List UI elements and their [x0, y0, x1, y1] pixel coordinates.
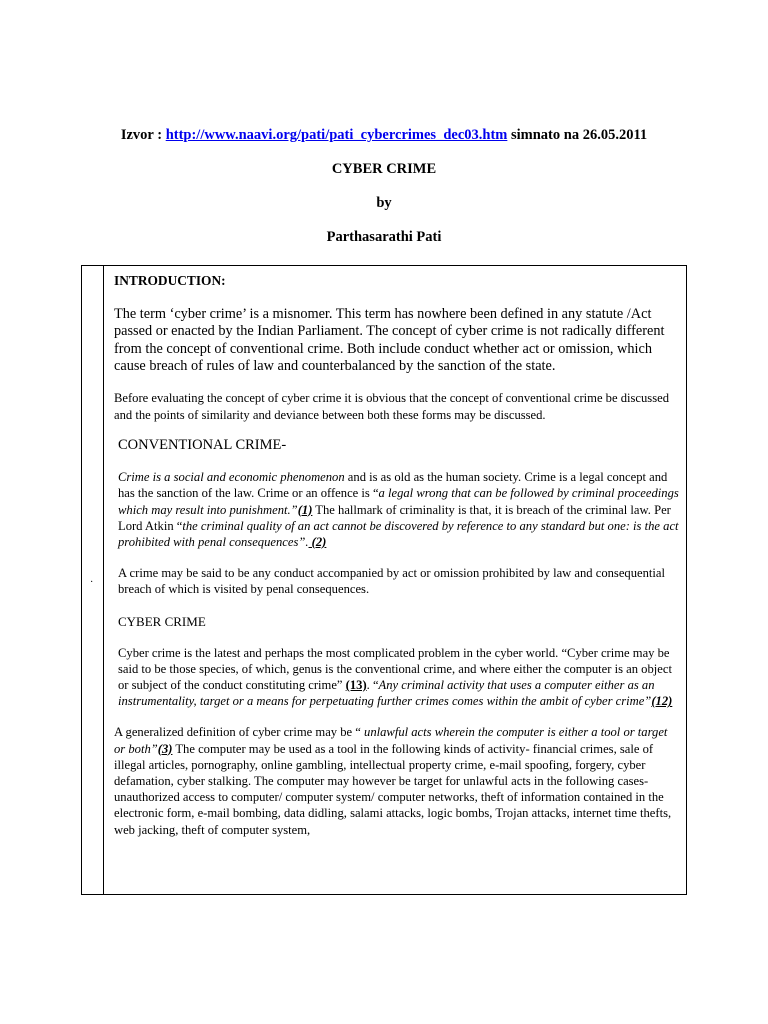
footnote-ref-1[interactable]: (1): [297, 502, 313, 517]
conventional-paragraph-2: A crime may be said to be any conduct accompanied by act or omission prohibited by law and consequential breach of which is visited by penal consequences.: [118, 566, 665, 597]
conv-italic-2: a legal wrong that can be followed by criminal proceedings which may result into punishment.”: [118, 486, 679, 517]
source-suffix: simnato na 26.05.2011: [507, 127, 648, 143]
cyber-text-3: A generalized definition of cyber crime may be “: [114, 725, 365, 740]
footnote-ref-3[interactable]: (3): [157, 741, 173, 756]
author-name: Parthasarathi Pati: [326, 229, 442, 245]
cyber-italic-1: Any criminal activity that uses a computer either as an instrumentality, target or a means for perpetuating further crimes comes within the ambit of cyber crime”: [118, 678, 655, 709]
content-body: [114, 272, 680, 838]
document-title: CYBER CRIME: [331, 161, 437, 177]
byline-by: by: [376, 195, 392, 211]
cyber-paragraph-2: [114, 724, 680, 837]
cyber-crime-heading: CYBER CRIME: [118, 613, 206, 629]
footnote-ref-2[interactable]: (2): [308, 535, 327, 549]
conv-text-1: and is as old as the human society. Crime is a legal concept and has the sanction of the law. Crime or an offence is “: [118, 470, 668, 501]
cyber-text-2: . “: [366, 678, 379, 693]
cyber-text-4: The computer may be used as a tool in the following kinds of activity- financial crimes, sale of illegal articles, pornography, online gambling, intellectual property crime, e-mail spoofing, forgery, cyber defamation, cyber stalking. The computer may however be target for unlawful acts in the following cases- unauthorized access to computer/ computer system/ computer networks, theft of information contained in the electronic form, e-mail bombing, data didling, salami attacks, logic bombs, Trojan attacks, internet time thefts, web jacking, theft of computer system,: [114, 741, 672, 837]
box-column-divider: [103, 265, 104, 895]
source-link[interactable]: http://www.naavi.org/pati/pati_cybercrimes_dec03.htm: [165, 127, 508, 143]
margin-mark: ·: [90, 577, 94, 588]
conventional-crime-heading: CONVENTIONAL CRIME-: [118, 437, 287, 454]
before-paragraph: Before evaluating the concept of cyber crime it is obvious that the concept of conventional crime be discussed and the points of similarity and deviance between both these forms may be discussed.: [114, 391, 669, 422]
conv-italic-1: Crime is a social and economic phenomenon: [118, 470, 345, 485]
footnote-ref-13[interactable]: (13): [345, 678, 367, 693]
cyber-paragraph-1: [114, 645, 680, 710]
intro-heading: INTRODUCTION:: [114, 273, 226, 288]
intro-paragraph: The term ‘cyber crime’ is a misnomer. This term has nowhere been defined in any statute /Act passed or enacted by the Indian Parliament. The concept of cyber crime is not radically different from the concept of conventional crime. Both include conduct whether act or omission, which cause breach of rules of law and counterbalanced by the sanction of the state.: [114, 306, 665, 374]
source-line: [0, 126, 768, 144]
cyber-italic-2: unlawful acts wherein the computer is either a tool or target or both”: [114, 725, 668, 756]
conventional-paragraph-1: [114, 469, 680, 550]
conv-italic-3: the criminal quality of an act cannot be discovered by reference to any standard but one: is the act prohibited with penal consequences”.: [118, 518, 679, 549]
cyber-text-1: Cyber crime is the latest and perhaps the most complicated problem in the cyber world. “Cyber crime may be said to be those species, of which, genus is the conventional crime, and where either the computer is an object or subject of the conduct constituting crime”: [118, 645, 672, 693]
footnote-ref-12[interactable]: (12): [651, 694, 673, 709]
source-label: Izvor :: [120, 127, 166, 143]
conv-text-2: The hallmark of criminality is that, it is breach of the criminal law. Per Lord Atkin “: [118, 502, 671, 533]
